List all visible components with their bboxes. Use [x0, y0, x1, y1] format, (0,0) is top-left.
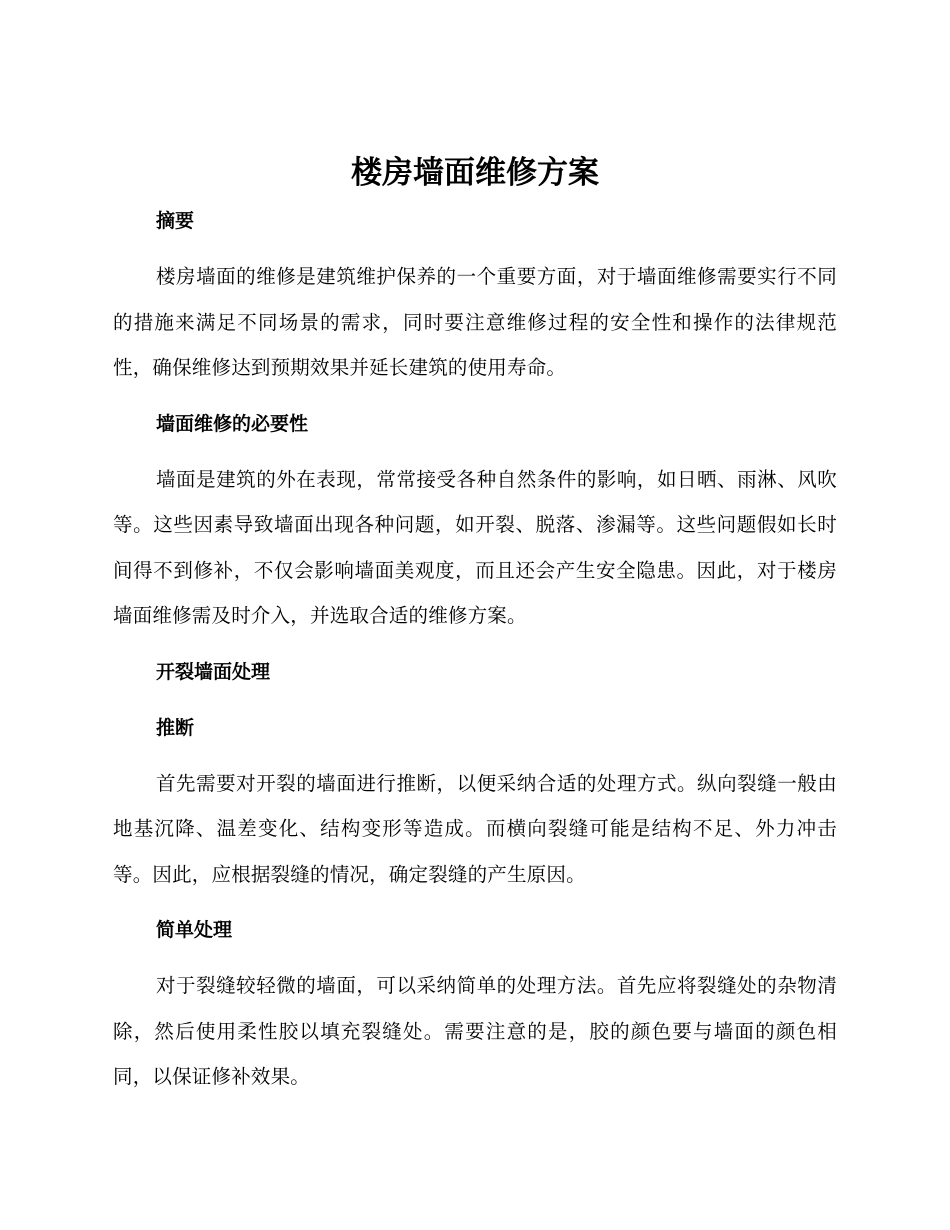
section-paragraph-necessity: 墙面是建筑的外在表现，常常接受各种自然条件的影响，如日晒、雨淋、风吹等。这些因素导致墙面出现各种问题，如开裂、脱落、渗漏等。这些问题假如长时间得不到修补，不仅会影响墙面美观度，而且还会产生安全隐患。因此，对于楼房墙面维修需及时介入，并选取合适的维修方案。	[113, 467, 837, 627]
document-body	[113, 198, 837, 1100]
section-heading-crack-treatment: 开裂墙面处理	[156, 660, 271, 683]
section-heading-abstract: 摘要	[156, 210, 195, 232]
section-heading-diagnosis: 推断	[156, 716, 195, 739]
section-heading-necessity: 墙面维修的必要性	[156, 412, 309, 435]
section-paragraph-abstract: 楼房墙面的维修是建筑维护保养的一个重要方面，对于墙面维修需要实行不同的措施来满足不同场景的需求，同时要注意维修过程的安全性和操作的法律规范性，确保维修达到预期效果并延长建筑的使用寿命。	[113, 265, 837, 379]
section-paragraph-simple-treatment: 对于裂缝较轻微的墙面，可以采纳简单的处理方法。首先应将裂缝处的杂物清除，然后使用柔性胶以填充裂缝处。需要注意的是，胶的颜色要与墙面的颜色相同，以保证修补效果。	[113, 974, 837, 1088]
section-paragraph-diagnosis: 首先需要对开裂的墙面进行推断，以便采纳合适的处理方式。纵向裂缝一般由地基沉降、温差变化、结构变形等造成。而横向裂缝可能是结构不足、外力冲击等。因此，应根据裂缝的情况，确定裂缝的产生原因。	[113, 771, 837, 886]
document-title: 楼房墙面维修方案	[351, 155, 599, 191]
section-heading-simple-treatment: 简单处理	[156, 919, 233, 941]
